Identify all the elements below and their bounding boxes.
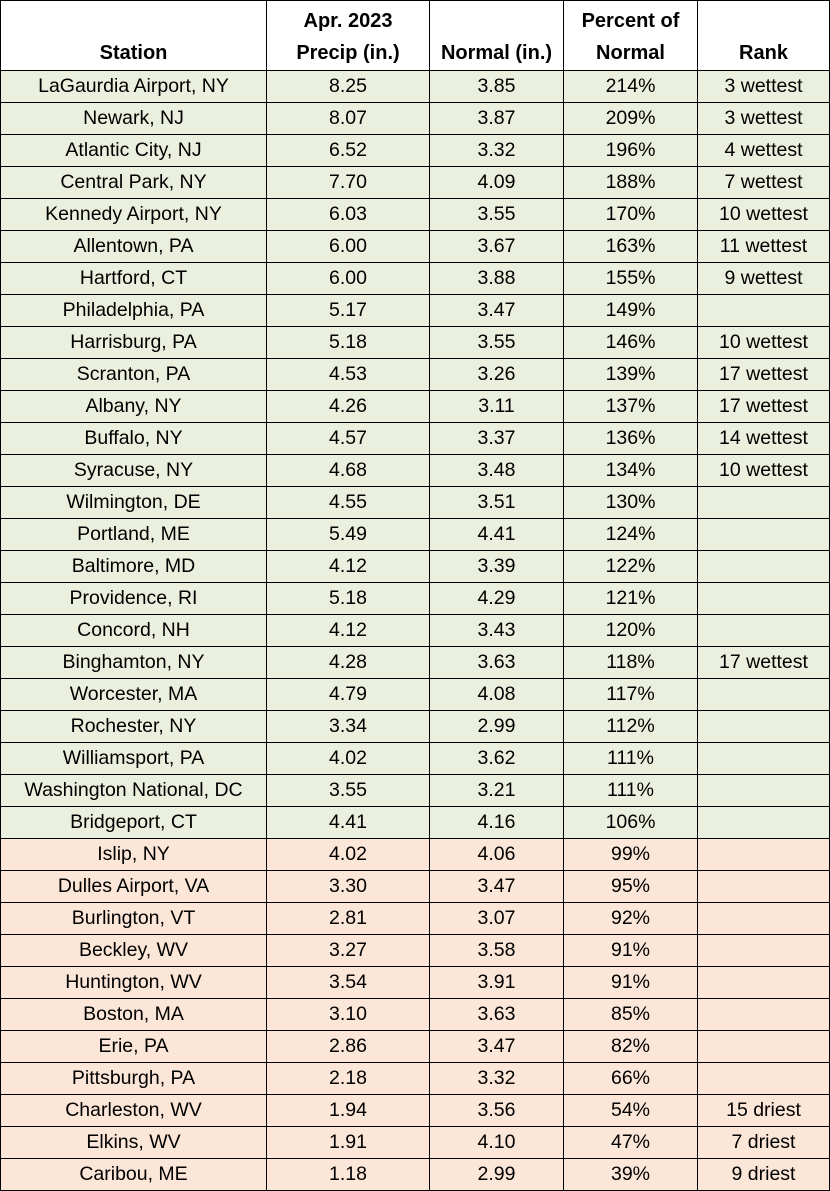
normal-cell: 3.91 [430,967,564,999]
percent-cell: 139% [564,359,698,391]
normal-cell: 4.08 [430,679,564,711]
percent-cell: 214% [564,71,698,103]
table-row [1,263,830,295]
table-row [1,807,830,839]
table-row [1,135,830,167]
normal-cell: 3.11 [430,391,564,423]
table-row [1,903,830,935]
rank-cell: 3 wettest [698,71,830,103]
table-row [1,967,830,999]
percent-cell: 130% [564,487,698,519]
rank-cell [698,487,830,519]
percent-cell: 196% [564,135,698,167]
station-cell: Rochester, NY [1,711,267,743]
precip-cell: 4.12 [267,551,430,583]
percent-cell: 47% [564,1127,698,1159]
percent-cell: 137% [564,391,698,423]
rank-cell [698,711,830,743]
normal-cell: 3.47 [430,1031,564,1063]
table-body [1,71,830,1191]
percent-cell: 54% [564,1095,698,1127]
normal-cell: 3.63 [430,647,564,679]
precip-cell: 6.52 [267,135,430,167]
station-cell: Atlantic City, NJ [1,135,267,167]
percent-cell: 120% [564,615,698,647]
table-row [1,359,830,391]
station-cell: Williamsport, PA [1,743,267,775]
precip-cell: 5.17 [267,295,430,327]
station-cell: Worcester, MA [1,679,267,711]
precip-cell: 4.12 [267,615,430,647]
table-row [1,775,830,807]
normal-cell: 3.56 [430,1095,564,1127]
rank-cell [698,1063,830,1095]
normal-cell: 3.62 [430,743,564,775]
precip-cell: 5.49 [267,519,430,551]
table-row [1,423,830,455]
station-cell: Kennedy Airport, NY [1,199,267,231]
precip-cell: 3.34 [267,711,430,743]
normal-cell: 3.43 [430,615,564,647]
normal-cell: 3.51 [430,487,564,519]
normal-cell: 2.99 [430,1159,564,1191]
precip-cell: 3.27 [267,935,430,967]
percent-cell: 66% [564,1063,698,1095]
rank-cell: 11 wettest [698,231,830,263]
percent-cell: 106% [564,807,698,839]
station-cell: Harrisburg, PA [1,327,267,359]
rank-cell: 9 wettest [698,263,830,295]
station-cell: Philadelphia, PA [1,295,267,327]
percent-cell: 170% [564,199,698,231]
table-row [1,1031,830,1063]
percent-cell: 99% [564,839,698,871]
header-precip: Apr. 2023 Precip (in.) [267,1,430,71]
precip-cell: 3.55 [267,775,430,807]
percent-cell: 122% [564,551,698,583]
normal-cell: 3.32 [430,1063,564,1095]
precip-cell: 4.41 [267,807,430,839]
station-cell: Albany, NY [1,391,267,423]
normal-cell: 3.55 [430,199,564,231]
percent-cell: 163% [564,231,698,263]
station-cell: Hartford, CT [1,263,267,295]
precip-cell: 8.07 [267,103,430,135]
rank-cell: 17 wettest [698,647,830,679]
percent-cell: 118% [564,647,698,679]
precip-cell: 1.18 [267,1159,430,1191]
table-row [1,487,830,519]
rank-cell: 17 wettest [698,359,830,391]
table-row [1,999,830,1031]
rank-cell [698,551,830,583]
table-row [1,743,830,775]
station-cell: Concord, NH [1,615,267,647]
percent-cell: 149% [564,295,698,327]
rank-cell: 17 wettest [698,391,830,423]
normal-cell: 3.37 [430,423,564,455]
station-cell: Newark, NJ [1,103,267,135]
percent-cell: 146% [564,327,698,359]
table-row [1,1063,830,1095]
rank-cell: 10 wettest [698,199,830,231]
rank-cell: 15 driest [698,1095,830,1127]
rank-cell [698,839,830,871]
percent-cell: 134% [564,455,698,487]
percent-cell: 39% [564,1159,698,1191]
percent-cell: 188% [564,167,698,199]
precip-cell: 8.25 [267,71,430,103]
percent-cell: 121% [564,583,698,615]
percent-cell: 85% [564,999,698,1031]
table-row [1,199,830,231]
station-cell: Scranton, PA [1,359,267,391]
station-cell: Wilmington, DE [1,487,267,519]
rank-cell [698,775,830,807]
station-cell: Providence, RI [1,583,267,615]
precip-cell: 1.91 [267,1127,430,1159]
normal-cell: 2.99 [430,711,564,743]
rank-cell [698,807,830,839]
station-cell: Buffalo, NY [1,423,267,455]
precip-cell: 7.70 [267,167,430,199]
table-row [1,935,830,967]
rank-cell [698,999,830,1031]
normal-cell: 3.63 [430,999,564,1031]
precip-cell: 4.53 [267,359,430,391]
rank-cell [698,871,830,903]
normal-cell: 3.32 [430,135,564,167]
table-row [1,455,830,487]
percent-cell: 117% [564,679,698,711]
header-rank: Rank [698,1,830,71]
rank-cell [698,967,830,999]
normal-cell: 3.88 [430,263,564,295]
normal-cell: 3.55 [430,327,564,359]
table-row [1,1159,830,1191]
station-cell: Central Park, NY [1,167,267,199]
normal-cell: 4.06 [430,839,564,871]
precip-cell: 4.02 [267,743,430,775]
percent-cell: 91% [564,967,698,999]
rank-cell [698,743,830,775]
precip-cell: 4.57 [267,423,430,455]
header-station: Station [1,1,267,71]
normal-cell: 3.58 [430,935,564,967]
table-row [1,871,830,903]
header-normal: Normal (in.) [430,1,564,71]
rank-cell: 10 wettest [698,455,830,487]
percent-cell: 136% [564,423,698,455]
percent-cell: 91% [564,935,698,967]
precip-cell: 5.18 [267,583,430,615]
station-cell: Pittsburgh, PA [1,1063,267,1095]
normal-cell: 3.47 [430,295,564,327]
table-row [1,327,830,359]
precip-cell: 4.26 [267,391,430,423]
normal-cell: 3.67 [430,231,564,263]
table-row [1,839,830,871]
percent-cell: 124% [564,519,698,551]
normal-cell: 4.16 [430,807,564,839]
normal-cell: 3.39 [430,551,564,583]
table-row [1,391,830,423]
normal-cell: 3.87 [430,103,564,135]
table-row [1,71,830,103]
rank-cell [698,935,830,967]
precip-cell: 3.54 [267,967,430,999]
header-percent: Percent of Normal [564,1,698,71]
precip-cell: 4.02 [267,839,430,871]
table-row [1,647,830,679]
station-cell: Charleston, WV [1,1095,267,1127]
table-row [1,231,830,263]
percent-cell: 95% [564,871,698,903]
station-cell: Binghamton, NY [1,647,267,679]
rank-cell: 3 wettest [698,103,830,135]
normal-cell: 3.85 [430,71,564,103]
normal-cell: 3.21 [430,775,564,807]
station-cell: Islip, NY [1,839,267,871]
rank-cell [698,615,830,647]
table-row [1,103,830,135]
rank-cell: 9 driest [698,1159,830,1191]
station-cell: LaGaurdia Airport, NY [1,71,267,103]
station-cell: Dulles Airport, VA [1,871,267,903]
precip-cell: 6.00 [267,231,430,263]
header-row [1,1,830,71]
station-cell: Elkins, WV [1,1127,267,1159]
rank-cell [698,583,830,615]
station-cell: Syracuse, NY [1,455,267,487]
rank-cell: 7 driest [698,1127,830,1159]
percent-cell: 82% [564,1031,698,1063]
table-row [1,519,830,551]
rank-cell: 10 wettest [698,327,830,359]
table-row [1,167,830,199]
table-row [1,551,830,583]
normal-cell: 3.07 [430,903,564,935]
station-cell: Burlington, VT [1,903,267,935]
precip-cell: 6.03 [267,199,430,231]
table-row [1,1127,830,1159]
percent-cell: 92% [564,903,698,935]
table-row [1,295,830,327]
rank-cell [698,1031,830,1063]
station-cell: Boston, MA [1,999,267,1031]
normal-cell: 4.41 [430,519,564,551]
precip-cell: 6.00 [267,263,430,295]
precip-cell: 2.18 [267,1063,430,1095]
station-cell: Erie, PA [1,1031,267,1063]
normal-cell: 4.10 [430,1127,564,1159]
precip-cell: 4.28 [267,647,430,679]
table-row [1,711,830,743]
percent-cell: 111% [564,775,698,807]
precip-cell: 2.81 [267,903,430,935]
rank-cell: 14 wettest [698,423,830,455]
percent-cell: 155% [564,263,698,295]
station-cell: Allentown, PA [1,231,267,263]
percent-cell: 209% [564,103,698,135]
precip-cell: 1.94 [267,1095,430,1127]
station-cell: Portland, ME [1,519,267,551]
normal-cell: 3.47 [430,871,564,903]
percent-cell: 112% [564,711,698,743]
precip-cell: 3.30 [267,871,430,903]
precip-cell: 4.55 [267,487,430,519]
precip-cell: 3.10 [267,999,430,1031]
precip-cell: 4.68 [267,455,430,487]
station-cell: Washington National, DC [1,775,267,807]
rank-cell [698,679,830,711]
station-cell: Beckley, WV [1,935,267,967]
table-row [1,679,830,711]
normal-cell: 3.26 [430,359,564,391]
normal-cell: 4.29 [430,583,564,615]
station-cell: Baltimore, MD [1,551,267,583]
normal-cell: 3.48 [430,455,564,487]
rank-cell [698,295,830,327]
percent-cell: 111% [564,743,698,775]
table-row [1,583,830,615]
precip-cell: 5.18 [267,327,430,359]
normal-cell: 4.09 [430,167,564,199]
table-row [1,615,830,647]
precip-cell: 2.86 [267,1031,430,1063]
rank-cell: 4 wettest [698,135,830,167]
station-cell: Huntington, WV [1,967,267,999]
station-cell: Bridgeport, CT [1,807,267,839]
rank-cell: 7 wettest [698,167,830,199]
precip-cell: 4.79 [267,679,430,711]
rank-cell [698,903,830,935]
rank-cell [698,519,830,551]
station-cell: Caribou, ME [1,1159,267,1191]
table-row [1,1095,830,1127]
